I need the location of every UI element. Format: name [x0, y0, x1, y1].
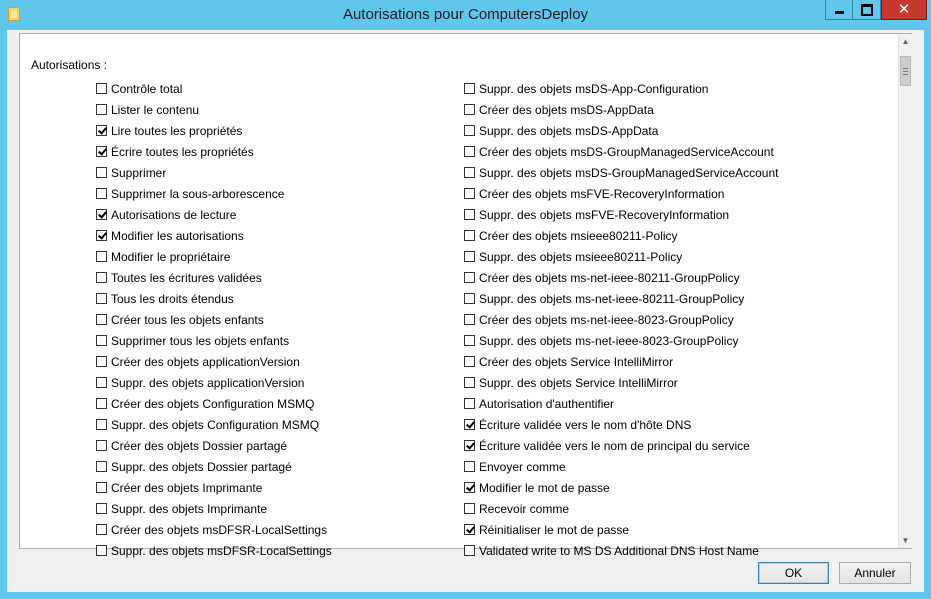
permission-item[interactable] [464, 540, 779, 561]
checkbox-unchecked[interactable] [464, 146, 475, 157]
close-button[interactable] [881, 0, 927, 20]
permission-item[interactable] [464, 78, 779, 99]
permission-item[interactable] [96, 330, 332, 351]
permission-label: Créer des objets applicationVersion [111, 354, 300, 369]
minimize-button[interactable] [825, 0, 853, 20]
permission-item[interactable] [96, 435, 332, 456]
permission-label: Modifier les autorisations [111, 228, 244, 243]
permission-item[interactable] [96, 288, 332, 309]
permission-item[interactable] [96, 351, 332, 372]
checkbox-unchecked[interactable] [464, 314, 475, 325]
scroll-thumb[interactable] [900, 56, 911, 86]
checkbox-unchecked[interactable] [96, 398, 107, 409]
permission-label: Suppr. des objets Imprimante [111, 501, 268, 516]
ok-button[interactable]: OK [758, 562, 829, 584]
permission-item[interactable] [96, 204, 332, 225]
permission-label: Créer des objets ms-net-ieee-8023-GroupPolicy [479, 312, 734, 327]
permission-label: Écrire toutes les propriétés [111, 144, 254, 159]
permission-item[interactable] [96, 540, 332, 561]
checkbox-checked[interactable] [96, 125, 107, 136]
permission-label: Lister le contenu [111, 102, 200, 117]
permission-label: Suppr. des objets msDS-App-Configuration [479, 81, 709, 96]
checkbox-unchecked[interactable] [464, 398, 475, 409]
permission-label: Suppr. des objets msDFSR-LocalSettings [111, 543, 332, 558]
title-bar [0, 0, 931, 30]
checkbox-unchecked[interactable] [464, 377, 475, 388]
permission-item[interactable] [464, 267, 779, 288]
maximize-icon [861, 4, 873, 16]
permission-item[interactable] [464, 393, 779, 414]
permission-label: Créer des objets msDFSR-LocalSettings [111, 522, 328, 537]
permission-item[interactable] [464, 351, 779, 372]
permission-label: Suppr. des objets applicationVersion [111, 375, 305, 390]
checkbox-unchecked[interactable] [96, 188, 107, 199]
checkbox-unchecked[interactable] [96, 356, 107, 367]
permission-item[interactable] [96, 414, 332, 435]
permission-label: Créer des objets msDS-GroupManagedServiceAccount [479, 144, 774, 159]
checkbox-checked[interactable] [96, 209, 107, 220]
permission-item[interactable] [96, 183, 332, 204]
permission-item[interactable] [96, 141, 332, 162]
checkbox-unchecked[interactable] [464, 356, 475, 367]
checkbox-unchecked[interactable] [96, 377, 107, 388]
permission-label: Suppr. des objets msieee80211-Policy [479, 249, 683, 264]
permission-item[interactable] [464, 435, 779, 456]
checkbox-checked[interactable] [464, 440, 475, 451]
permission-label: Supprimer la sous-arborescence [111, 186, 285, 201]
permission-label: Créer des objets Dossier partagé [111, 438, 288, 453]
checkbox-unchecked[interactable] [96, 251, 107, 262]
permission-label: Écriture validée vers le nom de principal du service [479, 438, 750, 453]
permission-label: Écriture validée vers le nom d'hôte DNS [479, 417, 692, 432]
permission-item[interactable] [96, 393, 332, 414]
permission-item[interactable] [464, 141, 779, 162]
permissions-list[interactable] [19, 33, 912, 558]
checkbox-unchecked[interactable] [464, 335, 475, 346]
checkbox-unchecked[interactable] [464, 230, 475, 241]
permission-item[interactable] [96, 267, 332, 288]
permission-item[interactable] [464, 204, 779, 225]
permission-item[interactable] [96, 162, 332, 183]
checkbox-unchecked[interactable] [464, 293, 475, 304]
checkbox-unchecked[interactable] [464, 503, 475, 514]
maximize-button[interactable] [853, 0, 881, 20]
permission-item[interactable] [96, 456, 332, 477]
grip-line [903, 68, 908, 69]
checkbox-unchecked[interactable] [96, 482, 107, 493]
permission-label: Suppr. des objets Service IntelliMirror [479, 375, 678, 390]
grip-line [903, 71, 908, 72]
permission-label: Contrôle total [111, 81, 183, 96]
checkbox-unchecked[interactable] [96, 83, 107, 94]
checkbox-unchecked[interactable] [464, 461, 475, 472]
permission-item[interactable] [464, 309, 779, 330]
checkbox-unchecked[interactable] [96, 419, 107, 430]
permission-item[interactable] [96, 78, 332, 99]
permission-item[interactable] [464, 477, 779, 498]
permission-label: Réinitialiser le mot de passe [479, 522, 630, 537]
permission-label: Suppr. des objets ms-net-ieee-80211-GroupPolicy [479, 291, 745, 306]
permission-label: Créer des objets Imprimante [111, 480, 263, 495]
permission-label: Suppr. des objets Configuration MSMQ [111, 417, 320, 432]
permission-label: Validated write to MS DS Additional DNS Host Name [479, 543, 759, 558]
cancel-button[interactable]: Annuler [839, 562, 911, 584]
permission-item[interactable] [464, 372, 779, 393]
permission-item[interactable] [96, 372, 332, 393]
permission-item[interactable] [464, 246, 779, 267]
permission-item[interactable] [96, 246, 332, 267]
permission-item[interactable] [96, 99, 332, 120]
dialog-body [7, 30, 924, 592]
permission-item[interactable] [464, 99, 779, 120]
permission-label: Autorisation d'authentifier [479, 396, 615, 411]
checkbox-unchecked[interactable] [464, 125, 475, 136]
permission-label: Créer des objets msFVE-RecoveryInformation [479, 186, 725, 201]
checkbox-unchecked[interactable] [96, 545, 107, 556]
permission-label: Suppr. des objets msDS-GroupManagedServiceAccount [479, 165, 779, 180]
permission-item[interactable] [464, 414, 779, 435]
permission-label: Suppr. des objets msFVE-RecoveryInformation [479, 207, 730, 222]
permission-label: Recevoir comme [479, 501, 570, 516]
permission-label: Créer tous les objets enfants [111, 312, 264, 327]
vertical-scrollbar[interactable] [898, 34, 912, 548]
checkbox-unchecked[interactable] [96, 503, 107, 514]
permission-item[interactable] [464, 162, 779, 183]
checkbox-checked[interactable] [96, 146, 107, 157]
permission-item[interactable] [464, 498, 779, 519]
permission-label: Créer des objets ms-net-ieee-80211-GroupPolicy [479, 270, 740, 285]
checkbox-checked[interactable] [464, 419, 475, 430]
checkbox-checked[interactable] [464, 482, 475, 493]
permission-label: Toutes les écritures validées [111, 270, 262, 285]
permission-item[interactable] [464, 183, 779, 204]
checkbox-checked[interactable] [96, 230, 107, 241]
permission-label: Créer des objets msieee80211-Policy [479, 228, 678, 243]
permission-item[interactable] [96, 498, 332, 519]
checkbox-unchecked[interactable] [96, 104, 107, 115]
scroll-up-arrow-icon[interactable]: ▲ [901, 37, 910, 46]
checkbox-unchecked[interactable] [464, 104, 475, 115]
permission-item[interactable] [96, 225, 332, 246]
permission-item[interactable] [464, 225, 779, 246]
checkbox-unchecked[interactable] [464, 545, 475, 556]
checkbox-unchecked[interactable] [96, 272, 107, 283]
checkbox-unchecked[interactable] [464, 209, 475, 220]
checkbox-unchecked[interactable] [96, 461, 107, 472]
grip-line [903, 74, 908, 75]
permission-item[interactable] [96, 309, 332, 330]
permission-label: Créer des objets Service IntelliMirror [479, 354, 674, 369]
permission-label: Supprimer [111, 165, 167, 180]
permission-item[interactable] [464, 330, 779, 351]
permission-label: Créer des objets Configuration MSMQ [111, 396, 315, 411]
minimize-icon [835, 11, 844, 14]
checkbox-unchecked[interactable] [96, 293, 107, 304]
permission-label: Autorisations de lecture [111, 207, 237, 222]
close-icon: ✕ [897, 1, 911, 18]
permission-item[interactable] [464, 120, 779, 141]
checkbox-unchecked[interactable] [96, 314, 107, 325]
permission-label: Modifier le propriétaire [111, 249, 231, 264]
permissions-heading: Autorisations : [31, 58, 108, 72]
permission-item[interactable] [96, 120, 332, 141]
permission-label: Tous les droits étendus [111, 291, 234, 306]
permission-label: Envoyer comme [479, 459, 566, 474]
permission-label: Suppr. des objets Dossier partagé [111, 459, 292, 474]
checkbox-checked[interactable] [464, 524, 475, 535]
permission-item[interactable] [464, 519, 779, 540]
checkbox-unchecked[interactable] [464, 83, 475, 94]
checkbox-unchecked[interactable] [464, 167, 475, 178]
checkbox-unchecked[interactable] [96, 167, 107, 178]
checkbox-unchecked[interactable] [96, 335, 107, 346]
permission-item[interactable] [96, 519, 332, 540]
checkbox-unchecked[interactable] [464, 251, 475, 262]
window-title: Autorisations pour ComputersDeploy [342, 6, 589, 23]
permission-item[interactable] [464, 288, 779, 309]
permission-label: Créer des objets msDS-AppData [479, 102, 654, 117]
scroll-down-arrow-icon[interactable]: ▼ [901, 536, 910, 545]
permission-item[interactable] [464, 456, 779, 477]
permissions-left-column [96, 78, 332, 561]
permission-label: Supprimer tous les objets enfants [111, 333, 290, 348]
permission-label: Modifier le mot de passe [479, 480, 610, 495]
checkbox-unchecked[interactable] [96, 440, 107, 451]
permission-label: Suppr. des objets msDS-AppData [479, 123, 659, 138]
permission-label: Lire toutes les propriétés [111, 123, 243, 138]
permission-label: Suppr. des objets ms-net-ieee-8023-GroupPolicy [479, 333, 739, 348]
permissions-right-column [464, 78, 779, 561]
permission-item[interactable] [96, 477, 332, 498]
checkbox-unchecked[interactable] [96, 524, 107, 535]
checkbox-unchecked[interactable] [464, 188, 475, 199]
checkbox-unchecked[interactable] [464, 272, 475, 283]
